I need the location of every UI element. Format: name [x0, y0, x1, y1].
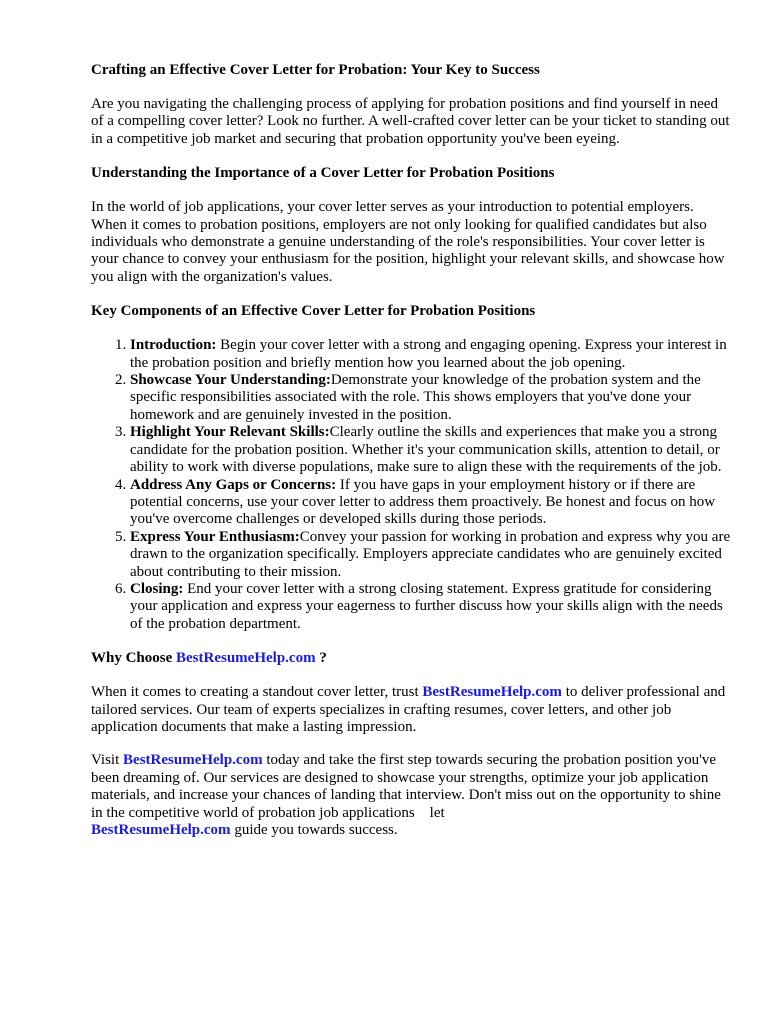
- document-page: [91, 61, 731, 839]
- list-item-text: Begin your cover letter with a strong and engaging opening. Express your interest in the probation position and briefly mention how you learned about the job opening.: [130, 337, 727, 371]
- paragraph-text: guide you towards success.: [230, 822, 398, 838]
- list-item-text: If you have gaps in your employment history or if there are potential concerns, use your cover letter to address them proactively. Be honest and focus on how you've overcome challenges or developed skills during those periods.: [130, 476, 716, 528]
- heading-prefix: Why Choose: [91, 650, 177, 667]
- brand-link-heading[interactable]: BestResumeHelp.com: [176, 650, 316, 667]
- heading-suffix: ?: [315, 650, 327, 667]
- section-heading-key-components: Key Components of an Effective Cover Letter for Probation Positions: [91, 303, 536, 320]
- list-item: [130, 337, 731, 372]
- list-item: [130, 424, 731, 476]
- brand-link-trust[interactable]: BestResumeHelp.com: [422, 684, 562, 701]
- list-item-text: Convey your passion for working in probation and express why you are drawn to the organization specifically. Employers appreciate candidates who are genuinely excited about contributing to their mission.: [130, 528, 731, 580]
- list-item-text: Demonstrate your knowledge of the probation system and the specific responsibilities associated with the role. This shows employers that you've done your homework and are genuinely invested in the position.: [130, 372, 701, 423]
- brand-link-visit[interactable]: BestResumeHelp.com: [123, 752, 263, 769]
- section-heading-importance: Understanding the Importance of a Cover Letter for Probation Positions: [91, 165, 555, 182]
- list-item-lead: Address Any Gaps or Concerns:: [130, 476, 337, 493]
- why-choose-paragraph: [91, 684, 731, 736]
- list-item: [130, 581, 731, 633]
- list-item: [130, 529, 731, 581]
- section-heading-why-choose: [91, 649, 731, 667]
- list-item-lead: Introduction:: [130, 337, 217, 354]
- list-item-text: Clearly outline the skills and experiences that make you a strong candidate for the probation position. Whether it's your communication skills, attention to detail, or ability to work with diverse populations, make sure to align these with the requirements of the job.: [130, 424, 722, 476]
- document-title: Crafting an Effective Cover Letter for Probation: Your Key to Success: [91, 62, 540, 78]
- list-item: [130, 372, 731, 424]
- key-components-list: [91, 337, 731, 633]
- list-item-lead: Highlight Your Relevant Skills:: [130, 424, 330, 441]
- visit-paragraph: [91, 752, 731, 839]
- paragraph-text: Visit: [91, 752, 124, 769]
- list-item-lead: Showcase Your Understanding:: [130, 372, 331, 389]
- intro-paragraph: Are you navigating the challenging process of applying for probation positions and find yourself in need of a compelling cover letter? Look no further. A well-crafted cover letter can be your ticket to standing out in a competitive job market and securing that probation opportunity you've been eyeing.: [91, 96, 730, 147]
- paragraph-text: When it comes to creating a standout cover letter, trust: [91, 684, 423, 701]
- list-item-lead: Closing:: [130, 580, 184, 597]
- list-item: [130, 477, 731, 529]
- brand-link-guide[interactable]: BestResumeHelp.com: [91, 822, 231, 838]
- paragraph-text: to deliver professional and tailored services. Our team of experts specializes in crafting resumes, cover letters, and other job application documents that make a lasting impression.: [91, 684, 726, 735]
- list-item-text: End your cover letter with a strong closing statement. Express gratitude for considering your application and express your eagerness to further discuss how your skills align with the needs of the probation department.: [130, 580, 723, 632]
- paragraph-text: today and take the first step towards securing the probation position you've been dreaming of. Our services are designed to showcase your strengths, optimize your job application materials, and increase your chances of landing that interview. Don't miss out on the opportunity to shine in the competitive world of probation job applications let: [91, 752, 721, 821]
- list-item-lead: Express Your Enthusiasm:: [130, 528, 300, 545]
- importance-paragraph: In the world of job applications, your cover letter serves as your introduction to potential employers. When it comes to probation positions, employers are not only looking for qualified candidates but also individuals who demonstrate a genuine understanding of the role's responsibilities. Your cover letter is your chance to convey your enthusiasm for the position, highlight your relevant skills, and showcase how you align with the organization's values.: [91, 199, 725, 285]
